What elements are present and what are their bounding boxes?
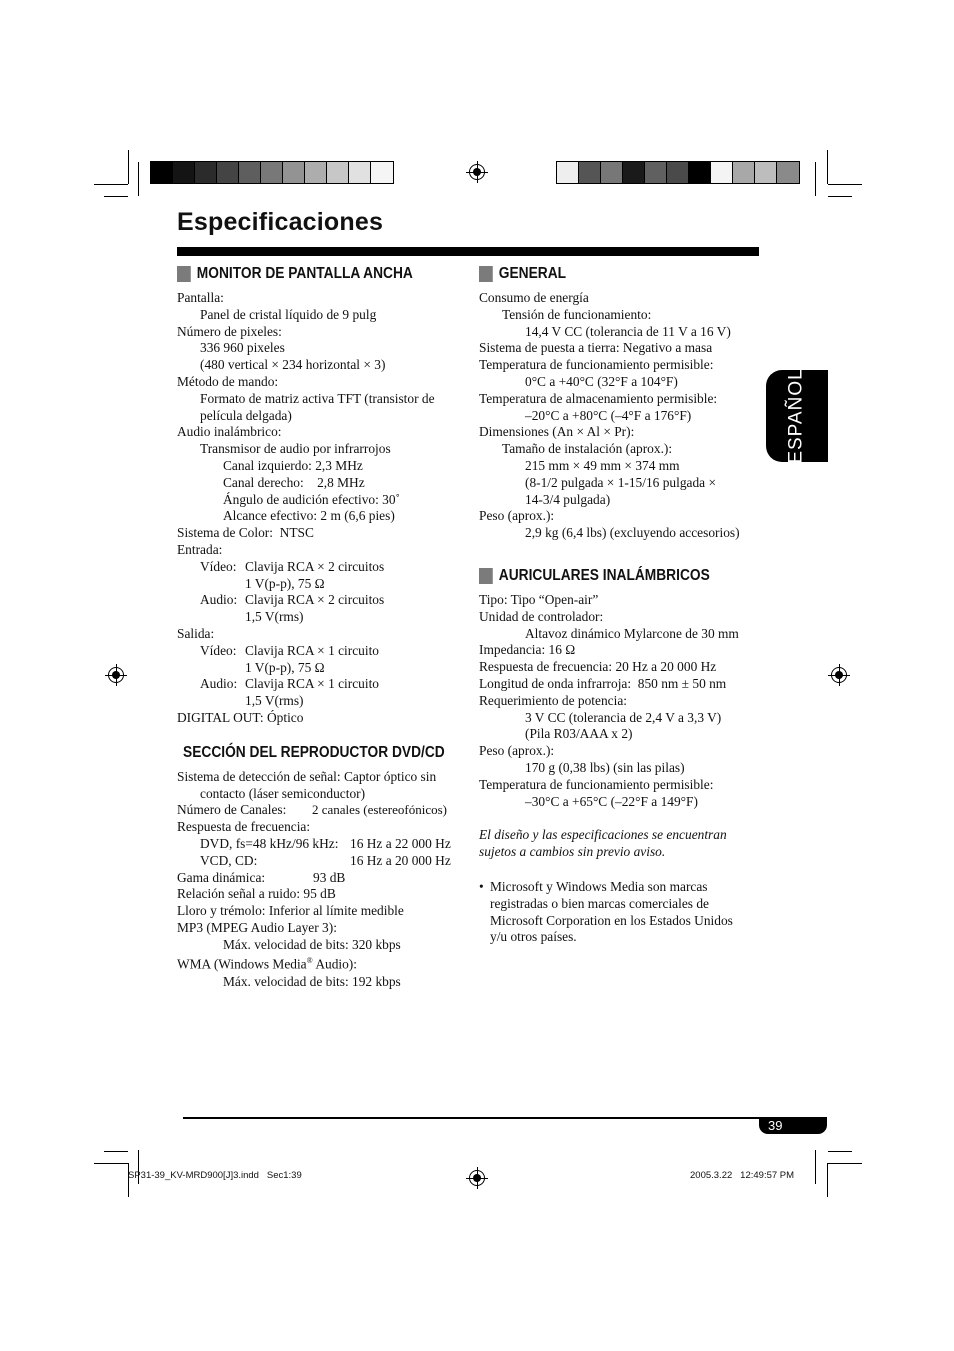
color-swatch [733,162,755,183]
spec-line: 14,4 V CC (tolerancia de 11 V a 16 V) [525,323,731,339]
disclaimer-text: sujetos a cambios sin previo aviso. [479,844,666,860]
crop-mark [815,1150,816,1184]
color-swatch [261,162,283,183]
crop-mark [104,1151,128,1152]
spec-line: 215 mm × 49 mm × 374 mm [525,457,680,473]
color-swatch [623,162,645,183]
section-heading-monitor: MONITOR DE PANTALLA ANCHA [177,264,426,284]
spec-line: Microsoft y Windows Media son marcas [490,878,708,894]
spec-line: 14-3/4 pulgada) [525,491,611,507]
spec-line: Formato de matriz activa TFT (transistor de [200,390,435,406]
left-column [177,264,467,991]
section-heading-headphones: AURICULARES INALÁMBRICOS [479,566,724,586]
spec-line: Peso (aprox.): [479,743,555,759]
registration-mark-icon [108,667,124,683]
spec-line: Longitud de onda infrarroja: 850 nm ± 50 nm [479,675,727,691]
registration-mark-icon [469,1170,485,1186]
spec-line: Respuesta de frecuencia: 20 Hz a 20 000 Hz [479,659,717,675]
color-swatch [151,162,173,183]
spec-line: Lloro y trémolo: Inferior al límite medible [177,903,404,919]
spec-line: Dimensiones (An × Al × Pr): [479,424,635,440]
spec-line: Audio inalámbrico: [177,424,282,440]
spec-line: Sistema de puesta a tierra: Negativo a masa [479,340,713,356]
section-square-icon [177,266,191,282]
color-swatch [239,162,261,183]
color-swatch [349,162,371,183]
section-heading-general: GENERAL [479,264,724,284]
spec-line: Máx. velocidad de bits: 320 kbps [223,936,401,952]
slug-timestamp: 2005.3.22 12:49:57 PM [690,1170,795,1181]
spec-line: película delgada) [200,407,292,423]
spec-line: registradas o bien marcas comerciales de [490,895,709,911]
spec-line: Audio: Clavija RCA × 1 circuito [200,676,380,692]
spec-line: Unidad de controlador: [479,608,604,624]
spec-line: 1,5 V(rms) [245,609,304,625]
spec-line: 1 V(p-p), 75 Ω [245,659,325,675]
spec-line: Panel de cristal líquido de 9 pulg [200,306,377,322]
spec-line: Sistema de detección de señal: Captor óptico sin [177,768,437,784]
spec-line: Temperatura de funcionamiento permisible: [479,357,714,373]
spec-line: Vídeo: Clavija RCA × 2 circuitos [200,558,385,574]
registration-mark-icon [469,164,485,180]
spec-line: Temperatura de almacenamiento permisible: [479,390,718,406]
language-side-tab [766,370,828,462]
spec-line: (480 vertical × 234 horizontal × 3) [200,357,386,373]
crop-mark [104,196,128,197]
spec-line: 0°C a +40°C (32°F a 104°F) [525,373,678,389]
language-side-tab-label: ESPAÑOL [786,368,808,464]
color-swatch [195,162,217,183]
spec-line: Tamaño de instalación (aprox.): [502,441,673,457]
crop-mark [815,162,816,196]
spec-line: contacto (láser semiconductor) [200,785,366,801]
spec-line: Pantalla: [177,290,224,305]
color-swatch [217,162,239,183]
spec-line: (Pila R03/AAA x 2) [525,726,633,742]
spec-line: 170 g (0,38 lbs) (sin las pilas) [525,759,685,775]
spec-line: Impedancia: 16 Ω [479,642,576,658]
color-swatch [371,162,393,183]
color-swatch [327,162,349,183]
spec-line: 336 960 pixeles [200,340,285,356]
spec-line: DVD, fs=48 kHz/96 kHz: 16 Hz a 22 000 Hz [200,835,451,851]
spec-line: Sistema de Color: NTSC [177,525,314,541]
crop-mark [828,196,852,197]
spec-line: Máx. velocidad de bits: 192 kbps [223,973,401,989]
spec-line: Respuesta de frecuencia: [177,819,311,835]
crop-mark [828,1151,852,1152]
spec-line: Requerimiento de potencia: [479,692,627,708]
spec-line: y/u otros países. [490,929,577,945]
spec-line: Audio: Clavija RCA × 2 circuitos [200,592,385,608]
color-swatch [667,162,689,183]
spec-line: Ángulo de audición efectivo: 30˚ [223,491,401,507]
spec-line: Método de mando: [177,373,279,389]
color-swatch [601,162,623,183]
color-swatch [173,162,195,183]
registration-mark-icon [831,667,847,683]
trademark-note [479,879,764,946]
spec-line: 1 V(p-p), 75 Ω [245,575,325,591]
crop-mark [94,1163,128,1164]
color-swatch [305,162,327,183]
color-bar-left [150,161,394,184]
spec-line: 3 V CC (tolerancia de 2,4 V a 3,3 V) [525,709,722,725]
spec-line: Entrada: [177,541,223,557]
disclaimer-text: El diseño y las especificaciones se encuentran [479,827,727,843]
spec-line: MP3 (MPEG Audio Layer 3): [177,919,337,935]
spec-line: Tipo: Tipo “Open-air” [479,591,599,607]
page-number: 39 [768,1118,783,1133]
crop-mark [138,162,139,196]
crop-mark [827,1163,828,1197]
spec-line: Peso (aprox.): [479,508,555,524]
crop-mark [827,150,828,184]
spec-line: –20°C a +80°C (–4°F a 176°F) [525,407,692,423]
spec-line: 2,9 kg (6,4 lbs) (excluyendo accesorios) [525,525,740,541]
spec-line: Salida: [177,625,215,641]
section-square-icon [479,266,493,282]
spec-line: –30°C a +65°C (–22°F a 149°F) [525,793,698,809]
section-heading-dvd: SECCIÓN DEL REPRODUCTOR DVD/CD [183,743,445,761]
spec-line: Temperatura de funcionamiento permisible: [479,776,714,792]
color-swatch [755,162,777,183]
spec-line: Vídeo: Clavija RCA × 1 circuito [200,642,380,658]
color-swatch [777,162,799,183]
spec-line: Consumo de energía [479,290,589,305]
section-square-icon [479,568,493,584]
crop-mark [94,184,128,185]
color-swatch [711,162,733,183]
footer-rule [183,1117,759,1119]
spec-line: Número de pixeles: [177,323,282,339]
spec-line: Microsoft Corporation en los Estados Unidos [490,912,733,928]
color-swatch [283,162,305,183]
crop-mark [128,150,129,184]
spec-line: Altavoz dinámico Mylarcone de 30 mm [525,625,739,641]
crop-mark [828,184,862,185]
spec-line: Canal derecho: 2,8 MHz [223,474,365,490]
spec-line: Alcance efectivo: 2 m (6,6 pies) [223,508,395,524]
title-rule [177,247,759,256]
spec-line: Canal izquierdo: 2,3 MHz [223,457,363,473]
bullet-icon: • [479,878,484,894]
color-swatch [579,162,601,183]
spec-line: VCD, CD: 16 Hz a 20 000 Hz [200,852,451,868]
spec-line: Gama dinámica: 93 dB [177,869,346,885]
spec-line: DIGITAL OUT: Óptico [177,709,304,725]
spec-line: Relación señal a ruido: 95 dB [177,886,336,902]
color-swatch [645,162,667,183]
page-title: Especificaciones [177,208,384,236]
spec-line: Tensión de funcionamiento: [502,306,652,322]
spec-line: Transmisor de audio por infrarrojos [200,441,391,457]
color-swatch [557,162,579,183]
spec-line: Número de Canales: 2 canales (estereofónicos) [177,802,447,818]
color-bar-right [556,161,800,184]
color-swatch [689,162,711,183]
slug-file-info: SP31-39_KV-MRD900[J]3.indd Sec1:39 [128,1170,302,1181]
spec-line: 1,5 V(rms) [245,693,304,709]
spec-line: WMA (Windows Media® Audio): [177,956,357,972]
spec-line: (8-1/2 pulgada × 1-15/16 pulgada × [525,474,716,490]
right-column [479,264,764,946]
crop-mark [828,1163,862,1164]
